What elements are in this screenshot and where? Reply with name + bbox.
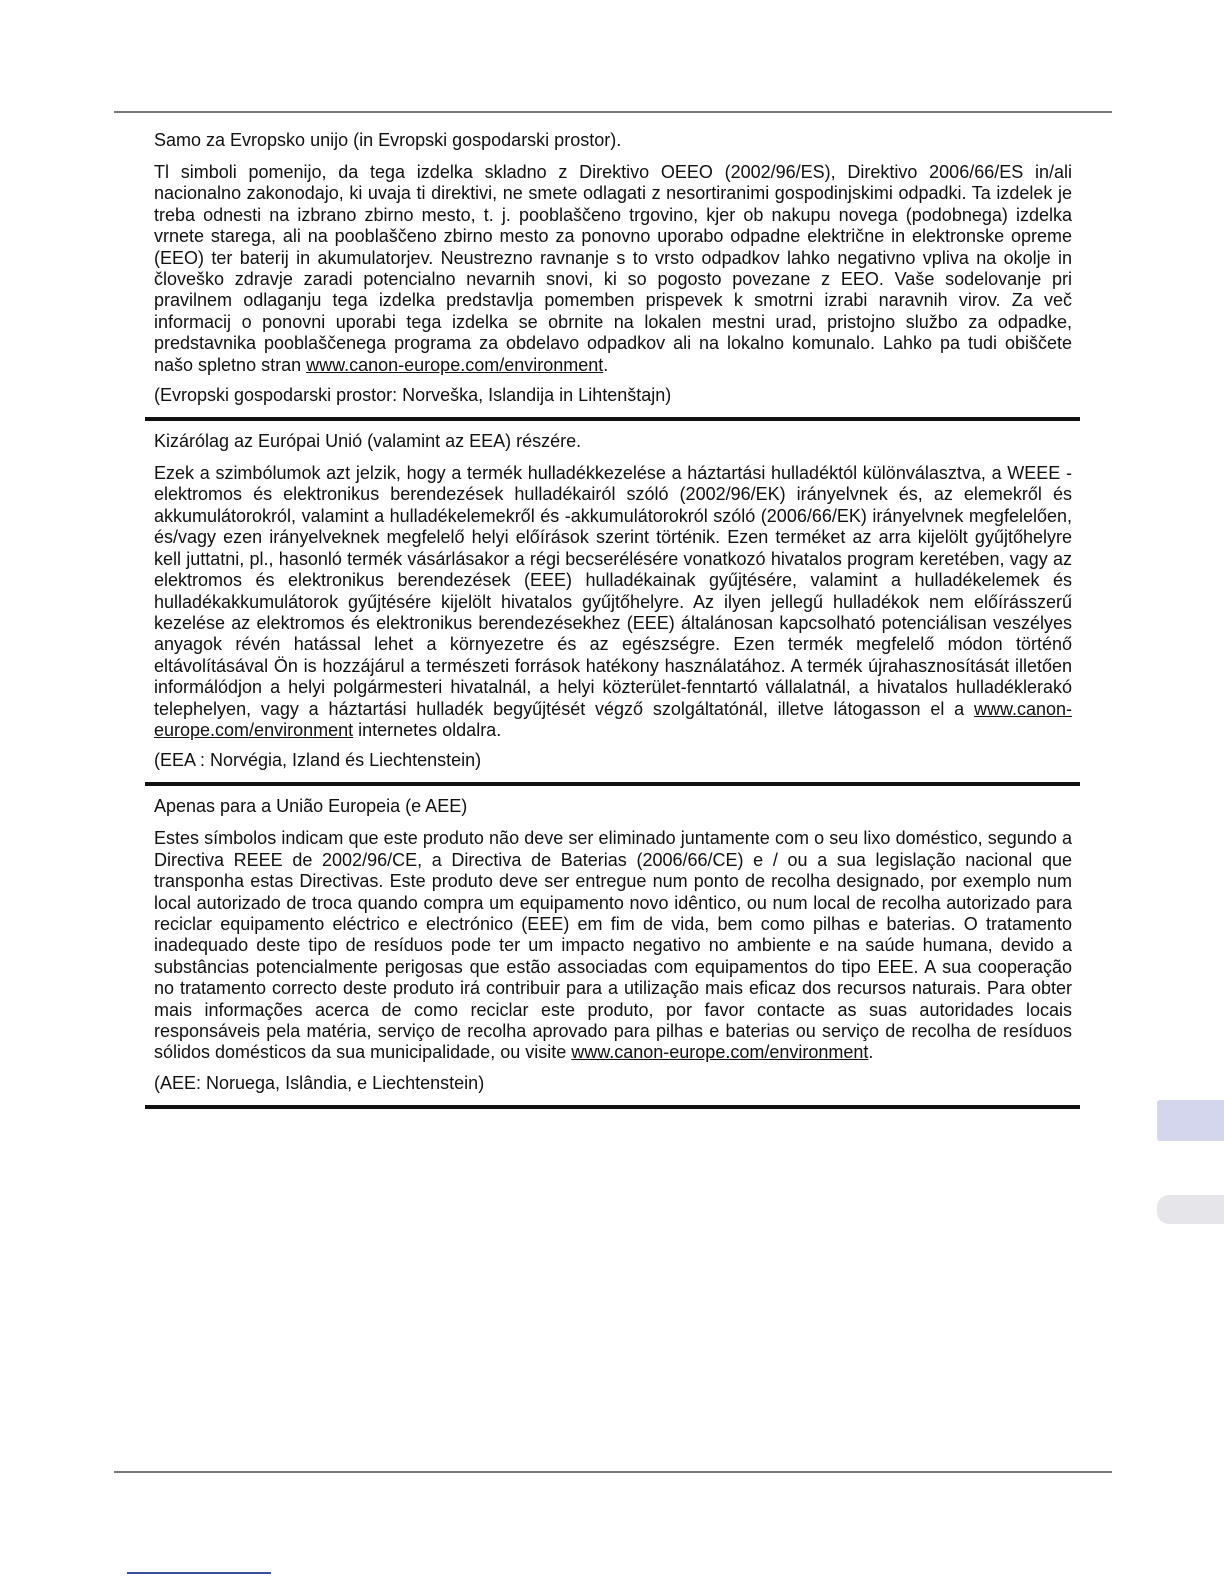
notice-section-hungarian — [145, 421, 1080, 771]
section-divider — [145, 1105, 1080, 1109]
footer-rule — [114, 1471, 1112, 1473]
chapter-tab-active[interactable] — [1157, 1100, 1224, 1141]
section-body — [154, 463, 1072, 741]
notice-section-slovenian — [145, 129, 1080, 406]
section-heading: Samo za Evropsko unijo (in Evropski gospodarski prostor). — [154, 130, 622, 150]
section-heading: Kizárólag az Európai Unió (valamint az EEA) részére. — [154, 431, 582, 452]
weee-notice-list — [145, 129, 1080, 1109]
section-note: (EEA : Norvégia, Izland és Liechtenstein) — [154, 750, 482, 771]
chapter-tab[interactable] — [1157, 1195, 1224, 1224]
section-body — [154, 828, 1072, 1063]
body-text-end: internetes oldalra. — [353, 719, 502, 740]
section-heading: Apenas para a União Europeia (e AEE) — [154, 796, 468, 817]
body-text-end: . — [603, 354, 609, 375]
section-note: (Evropski gospodarski prostor: Norveška, Islandija in Lihtenštajn) — [154, 385, 672, 406]
body-text-end: . — [868, 1042, 874, 1063]
body-text: Estes símbolos indicam que este produto não deve ser eliminado juntamente com o seu lixo doméstico, segundo a Directiva REEE de 2002/96/CE, a Directiva de Baterias (2006/66/CE) e / ou a sua legislação nacional que transponha estas Directivas. Este produto deve ser entregue num ponto de recolha designado, por exemplo num local autorizado de troca quando compra um equipamento novo idêntico, ou num local de recolha autorizado para reciclar equipamento eléctrico e electrónico (EEE) em fim de vida, bem como pilhas e baterias. O tratamento inadequado deste tipo de resíduos pode ter um impacto negativo no ambiente e na saúde humana, devido a substâncias potencialmente perigosas que estão associadas com equipamentos do tipo EEE. A sua cooperação no tratamento correcto deste produto irá contribuir para a utilização mais eficaz dos recursos naturais. Para obter mais informações acerca de como reciclar este produto, por favor contacte as suas autoridades locais responsáveis pela matéria, serviço de recolha aprovado para pilhas e baterias ou serviço de recolha de resíduos sólidos domésticos da sua municipalidade, ou visite — [154, 828, 1072, 1063]
section-body — [154, 162, 1072, 376]
body-text: Ezek a szimbólumok azt jelzik, hogy a termék hulladékkezelése a háztartási hulladéktól különválasztva, a WEEE - elektromos és elektronikus berendezések hulladékairól szóló (2002/96/EK) irányelvnek és, az elemekről és akkumulátorokról, valamint a hulladékelemekről és -akkumulátorokról szóló (2006/66/EK) irányelvnek megfelelően, és/vagy ezen irányelveknek megfelelő helyi előírások szerint történik. Ezen terméket az arra kijelölt gyűjtőhelyre kell juttatni, pl., hasonló termék vásárlásakor a régi becserélésére vonatkozó hivatalos program keretében, vagy az elektromos és elektronikus berendezések (EEE) hulladékainak gyűjtésére, valamint a hulladékelemek és hulladékakkumulátorok gyűjtésére kijelölt hivatalos gyűjtőhelyre. Az ilyen jellegű hulladékok nem előírásszerű kezelése az elektromos és elektronikus berendezésekhez (EEE) általánosan kapcsolható potenciálisan veszélyes anyagok révén hatással lehet a környezetre és az egészségre. Ezen termék megfelelő módon történő eltávolításával Ön is hozzájárul a természeti források hatékony használatához. A termék újrahasznosítását illetően informálódjon a helyi polgármesteri hivatalnál, a helyi közterület-fenntartó vállalatnál, a hivatalos hulladéklerakó telephelyen, vagy a háztartási hulladék begyűjtését végző szolgáltatónál, illetve látogasson el a — [154, 463, 1072, 719]
environment-link[interactable]: www.canon-europe.com/environment — [306, 354, 604, 375]
environment-link[interactable]: www.canon-europe.com/environment — [571, 1042, 869, 1063]
notice-section-portuguese — [145, 786, 1080, 1093]
section-note: (AEE: Noruega, Islândia, e Liechtenstein) — [154, 1072, 485, 1093]
environment-link[interactable]: www.canon-europe.com/environment — [154, 698, 1072, 740]
body-text: Tl simboli pomenijo, da tega izdelka skladno z Direktivo OEEO (2002/96/ES), Direktivo 2006/66/ES in/ali nacionalno zakonodajo, ki uvaja ti direktivi, ne smete odlagati z nesortiranimi gospodinjskimi odpadki. Ta izdelek je treba odnesti na izbrano zbirno mesto, t. j. pooblaščeno trgovino, kjer ob nakupu novega (podobnega) izdelka vrnete starega, ali na pooblaščeno zbirno mesto za ponovno uporabo odpadne električne in elektronske opreme (EEO) ter baterij in akumulatorjev. Neustrezno ravnanje s to vrsto odpadkov lahko negativno vpliva na okolje in človeško zdravje zaradi potencialno nevarnih snovi, ki so pogosto povezane z EEO. Vaše sodelovanje pri pravilnem odlaganju tega izdelka predstavlja pomemben prispevek k smotrni izrabi naravnih virov. Za več informacij o ponovni uporabi tega izdelka se obrnite na lokalen mestni urad, pristojno službo za odpadke, predstavnika pooblaščenega programa za obdelavo odpadkov ali na lokalno komunalo. Lahko pa tudi obiščete našo spletno stran — [154, 162, 1072, 375]
header-rule — [114, 111, 1112, 113]
footer-link-underline[interactable] — [127, 1572, 271, 1574]
